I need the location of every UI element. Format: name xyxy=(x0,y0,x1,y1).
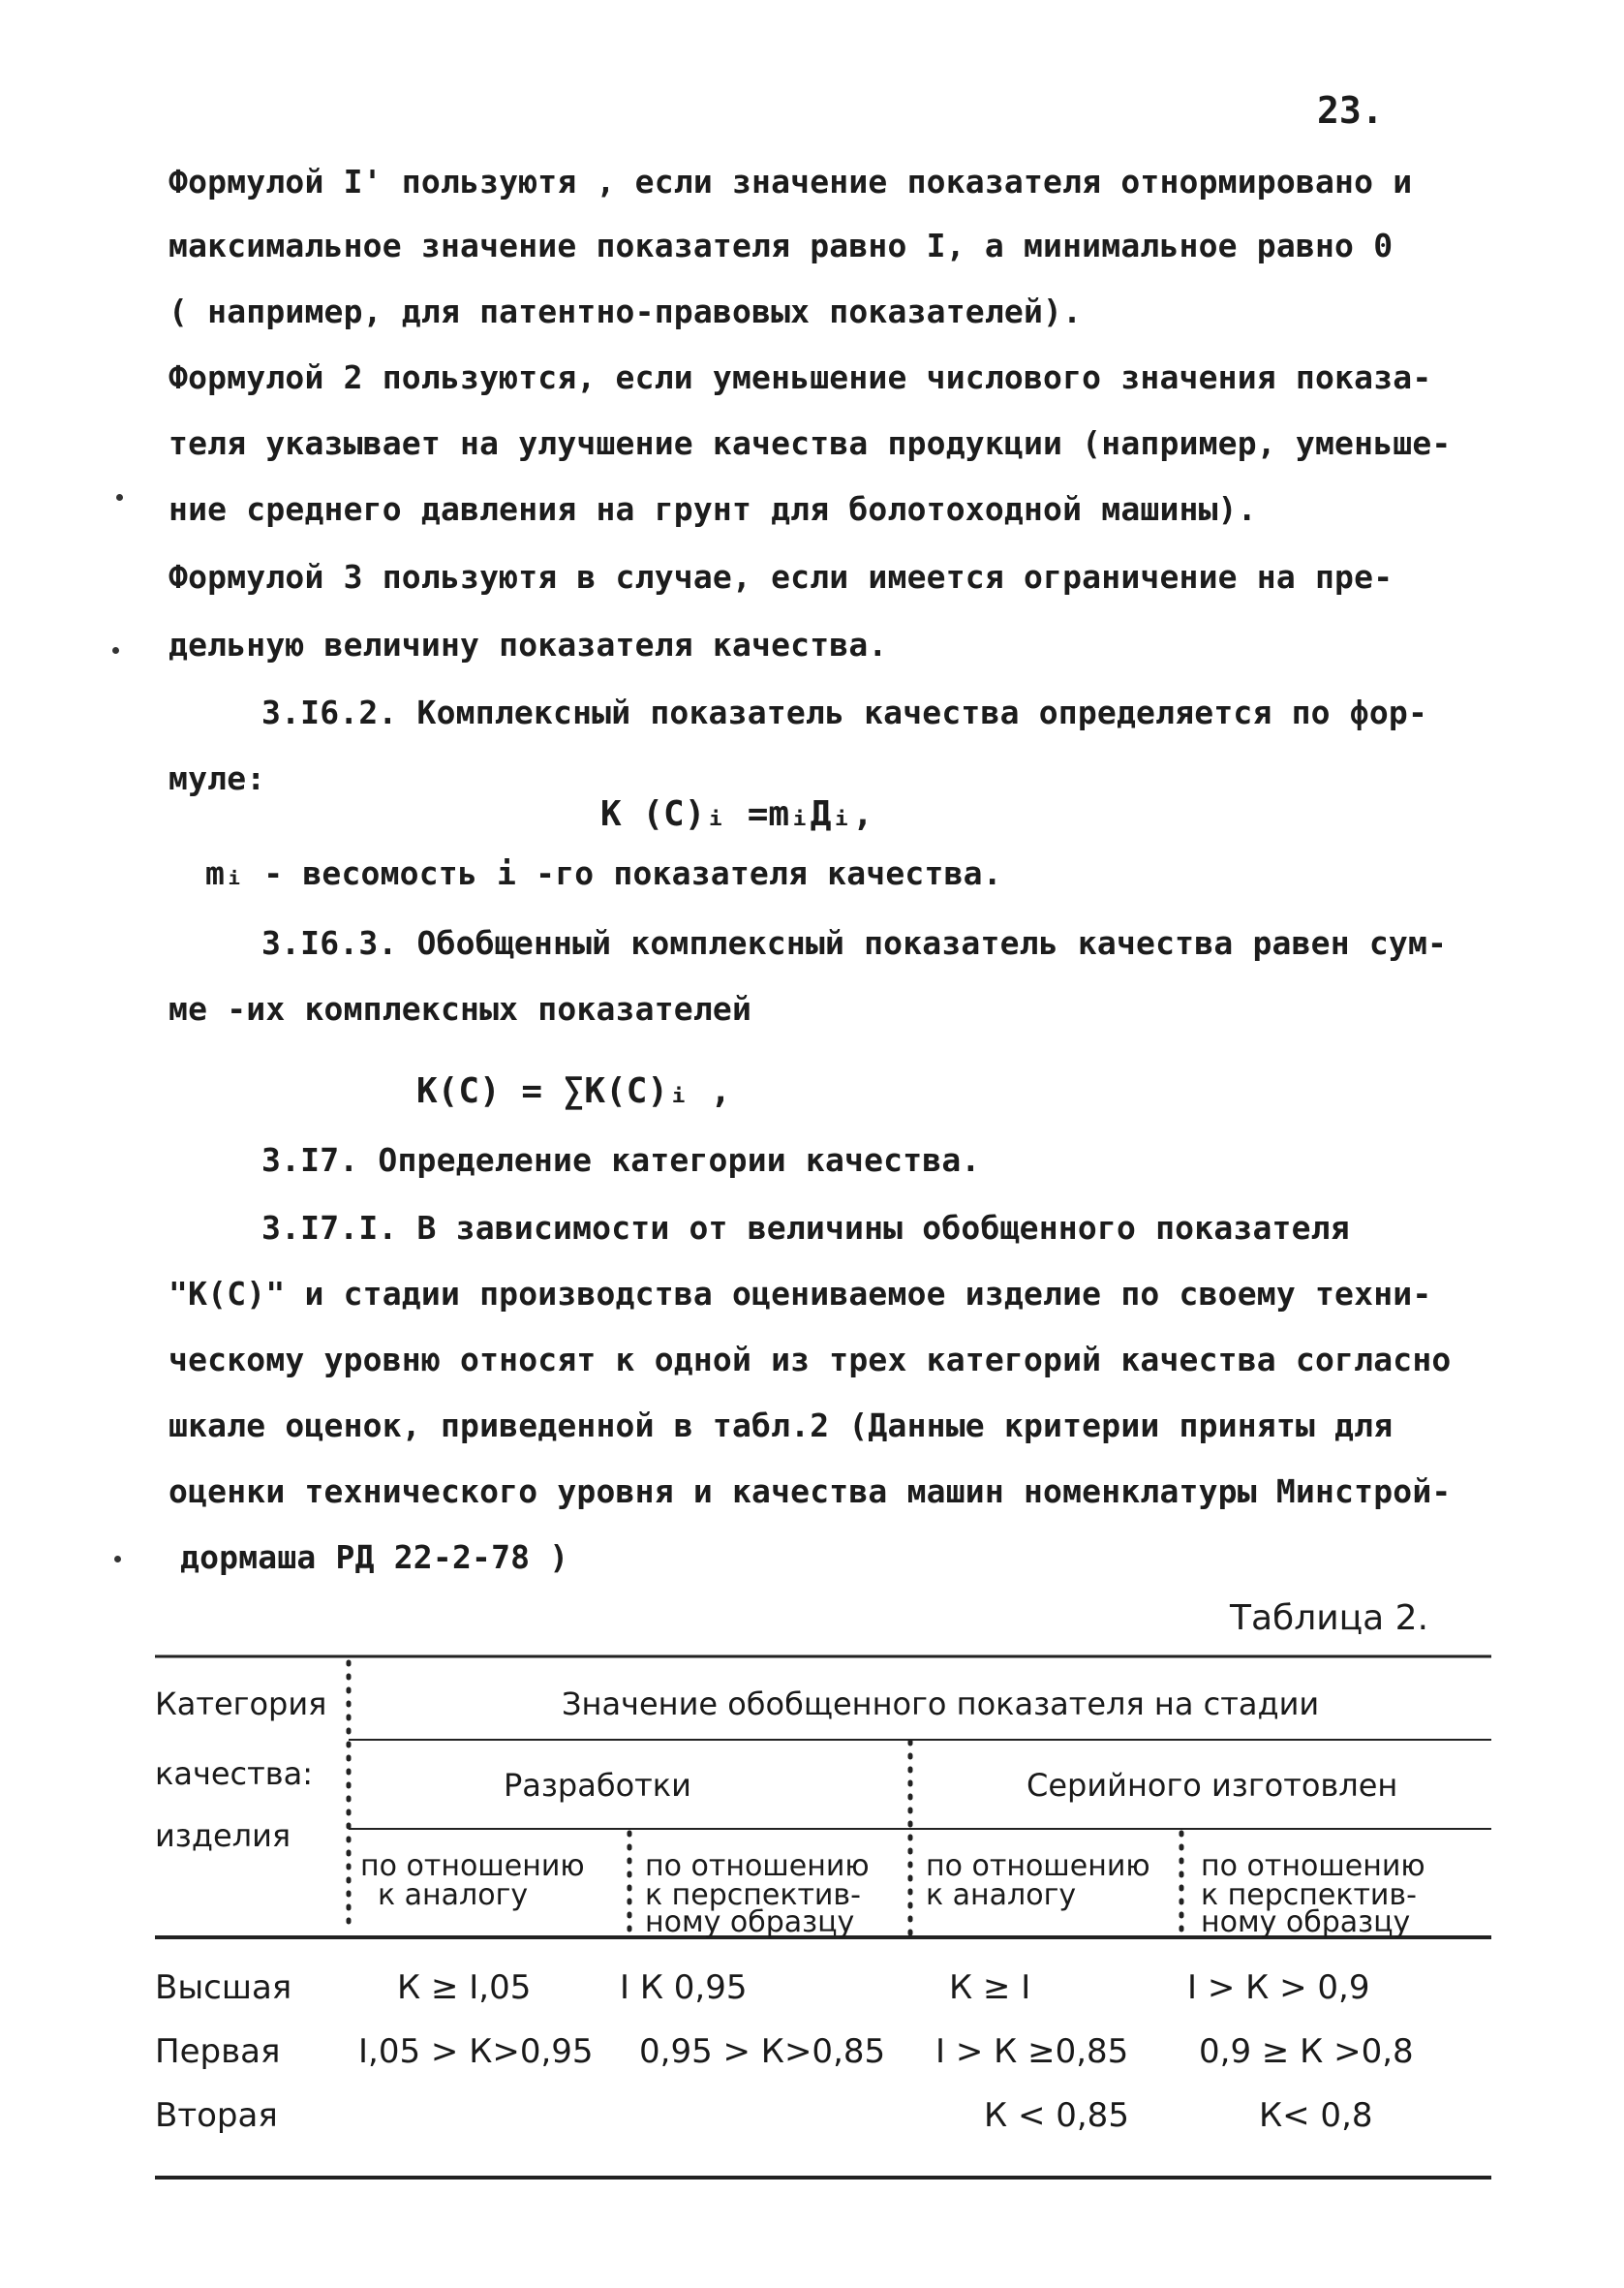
table-row-category: Высшая xyxy=(155,1968,292,2007)
paragraph-line: ние среднего давления на грунт для болотоходной машины). xyxy=(169,490,1257,528)
paragraph-line: теля указывает на улучшение качества продукции (например, уменьше- xyxy=(169,424,1452,462)
scan-speck xyxy=(114,1556,121,1562)
paragraph-line: ( например, для патентно-правовых показателей). xyxy=(169,293,1083,330)
paragraph-line: дельную величину показателя качества. xyxy=(169,626,888,664)
subhead-line: к перспектив- xyxy=(645,1878,861,1912)
subhead-line: ному образцу xyxy=(645,1905,855,1939)
paragraph-line: ческому уровню относят к одной из трех категорий качества согласно xyxy=(169,1341,1452,1378)
subhead-line: по отношению xyxy=(360,1849,585,1883)
table-cell: I К 0,95 xyxy=(620,1968,748,2007)
paragraph-line: Формулой 2 пользуются, если уменьшение числового значения показа- xyxy=(169,358,1432,396)
paragraph-line: 3.I7.I. В зависимости от величины обобщенного показателя xyxy=(261,1209,1350,1247)
paragraph-line: максимальное значение показателя равно I, а минимальное равно 0 xyxy=(169,227,1394,264)
table-caption: Таблица 2. xyxy=(1230,1598,1429,1638)
formula-complex-index: К (С)ᵢ =mᵢДᵢ, xyxy=(600,794,873,834)
page-number: 23. xyxy=(1317,89,1384,132)
table-row-category: Вторая xyxy=(155,2096,278,2135)
group-header: Значение обобщенного показателя на стадии xyxy=(562,1685,1320,1722)
table-cell: К< 0,8 xyxy=(1259,2096,1373,2135)
paragraph-line: Формулой I' пользуютя , если значение показателя отнормировано и xyxy=(169,163,1413,201)
quality-category-table xyxy=(155,1647,1501,2189)
paragraph-line: ме -их комплексных показателей xyxy=(169,990,752,1028)
subhead-line: к перспектив- xyxy=(1201,1878,1417,1912)
paragraph-line: 3.I6.2. Комплексный показатель качества определяется по фор- xyxy=(261,694,1428,731)
subhead-line: по отношению xyxy=(926,1849,1150,1883)
formula-weight-note: mᵢ - весомость i -го показателя качества. xyxy=(205,854,1002,892)
table-cell: 0,9 ≥ К >0,8 xyxy=(1199,2032,1414,2071)
table-cell: I > К > 0,9 xyxy=(1187,1968,1370,2007)
table-cell: 0,95 > К>0,85 xyxy=(639,2032,886,2071)
subhead-line: по отношению xyxy=(1201,1849,1425,1883)
paragraph-line: дормаша РД 22-2-78 ) xyxy=(180,1538,569,1576)
paragraph-line: шкале оценок, приведенной в табл.2 (Данные критерии приняты для xyxy=(169,1407,1394,1444)
table-row-category: Первая xyxy=(155,2032,281,2071)
paragraph-line: "К(С)" и стадии производства оцениваемое изделие по своему техни- xyxy=(169,1275,1432,1313)
table-cell: I,05 > К>0,95 xyxy=(358,2032,594,2071)
scan-speck xyxy=(112,647,119,654)
scan-speck xyxy=(116,494,123,501)
subhead-line: по отношению xyxy=(645,1849,870,1883)
table-cell: К ≥ I,05 xyxy=(397,1968,532,2007)
stage-serial: Серийного изготовлен xyxy=(1026,1767,1398,1804)
row-header-line: качества: xyxy=(155,1755,314,1792)
paragraph-line: оценки технического уровня и качества машин номенклатуры Минстрой- xyxy=(169,1472,1452,1510)
subhead-line: ному образцу xyxy=(1201,1905,1411,1939)
table-cell: К ≥ I xyxy=(949,1968,1031,2007)
stage-development: Разработки xyxy=(504,1767,691,1804)
formula-generalized-index: К(С) = ∑К(С)ᵢ , xyxy=(416,1071,732,1111)
table-cell: К < 0,85 xyxy=(984,2096,1129,2135)
paragraph-line: муле: xyxy=(169,759,266,797)
row-header-line: Категория xyxy=(155,1685,327,1722)
subhead-line: к аналогу xyxy=(926,1878,1077,1912)
paragraph-line: Формулой 3 пользуютя в случае, если имеется ограничение на пре- xyxy=(169,558,1394,596)
paragraph-line: 3.I6.3. Обобщенный комплексный показатель качества равен сум- xyxy=(261,924,1448,962)
subhead-line: к аналогу xyxy=(378,1878,529,1912)
row-header-line: изделия xyxy=(155,1817,291,1854)
table-cell: I > К ≥0,85 xyxy=(935,2032,1129,2071)
paragraph-line: 3.I7. Определение категории качества. xyxy=(261,1141,981,1179)
